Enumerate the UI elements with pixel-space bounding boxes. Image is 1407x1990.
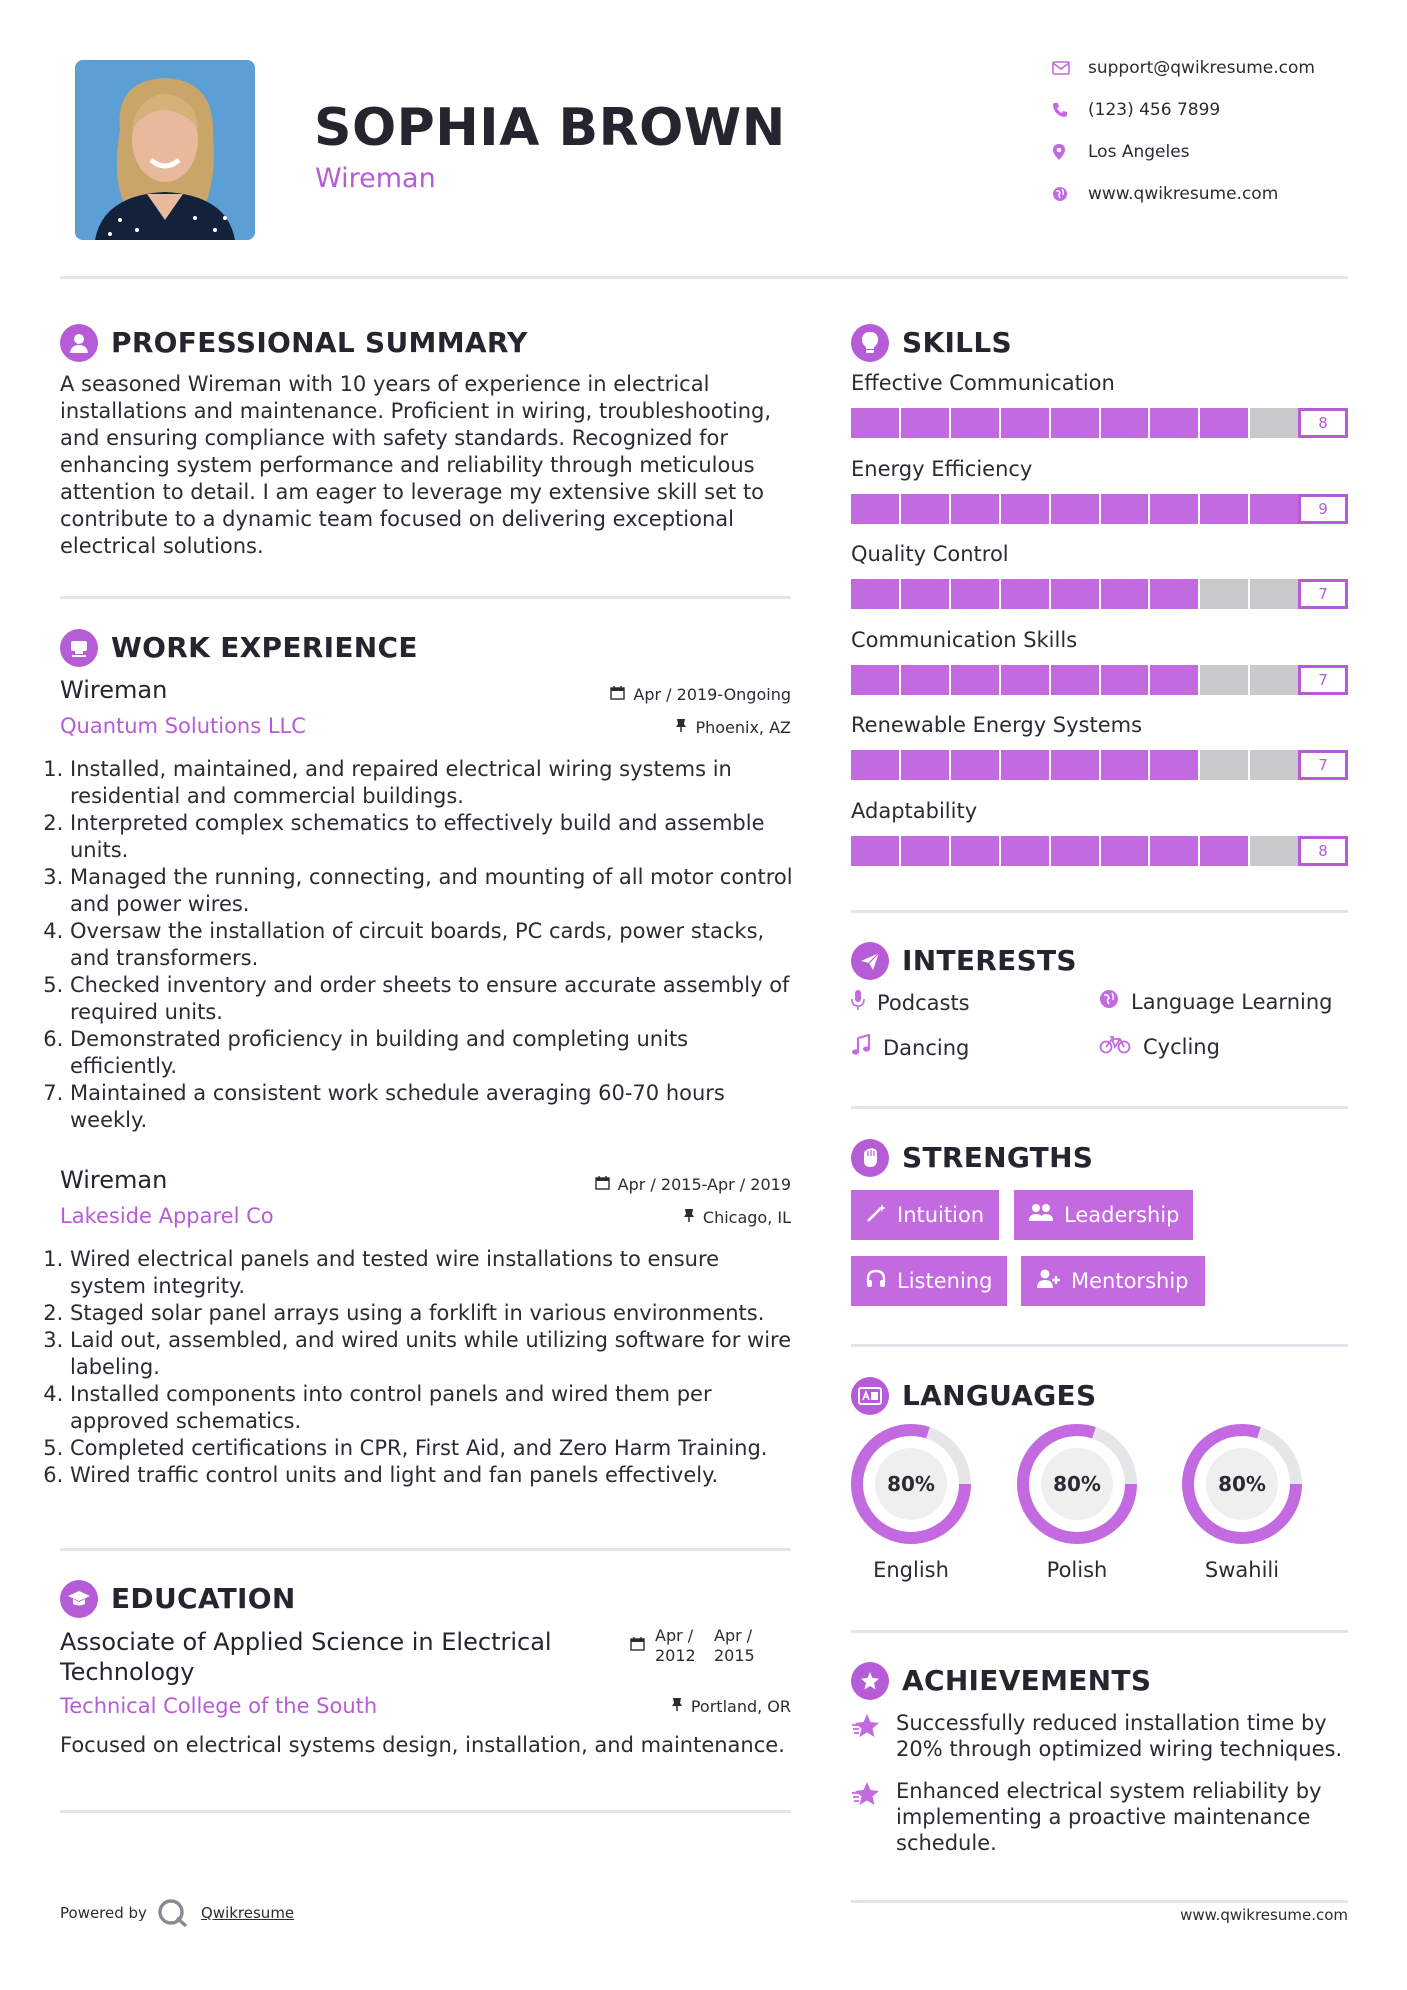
interest-podcasts xyxy=(851,989,970,1016)
job-1-dates-text: Apr / 2019-Ongoing xyxy=(633,685,791,704)
skill-segment-filled xyxy=(1101,408,1149,438)
contact-location xyxy=(1052,142,1190,162)
skill-segment-filled xyxy=(1200,494,1248,524)
interest-language-learning xyxy=(1099,989,1332,1014)
education-end: Apr / 2015 xyxy=(714,1626,755,1665)
list-item: 4. Installed components into control panels and wired them per approved schematics. xyxy=(70,1381,797,1435)
interest-label: Cycling xyxy=(1143,1034,1220,1059)
language-percent: 80% xyxy=(887,1472,935,1496)
achievement-item: Enhanced electrical system reliability by implementing a proactive maintenance schedule. xyxy=(896,1779,1322,1855)
list-item: 1. Wired electrical panels and tested wire installations to ensure system integrity. xyxy=(70,1246,797,1300)
job-1-location xyxy=(500,718,791,737)
skill-segment-filled xyxy=(951,408,999,438)
skill-segment-filled xyxy=(1001,665,1049,695)
contact-email[interactable] xyxy=(1052,58,1315,78)
interests-divider xyxy=(851,1106,1348,1109)
languages-heading: LANGUAGES xyxy=(902,1379,1097,1412)
interest-label: Language Learning xyxy=(1131,989,1333,1014)
skill-segment-filled xyxy=(1001,408,1049,438)
languages-divider xyxy=(851,1630,1348,1633)
user-icon xyxy=(60,324,98,362)
skill-segment-filled xyxy=(1001,836,1049,866)
skill-segment-filled xyxy=(1101,750,1149,780)
skill-segment-empty xyxy=(1250,579,1298,609)
star-badge-icon xyxy=(851,1662,889,1700)
achievement-star-icon xyxy=(851,1712,883,1744)
envelope-icon xyxy=(1052,61,1088,75)
job-2-bullets xyxy=(52,1246,797,1489)
strength-label: Mentorship xyxy=(1071,1269,1189,1293)
pushpin-icon xyxy=(671,1697,683,1716)
achievement-star-icon xyxy=(851,1780,883,1812)
powered-by-label: Powered by xyxy=(60,1904,147,1922)
skill-segment-filled xyxy=(1001,494,1049,524)
education-heading: EDUCATION xyxy=(111,1582,296,1615)
skill-rating-bar xyxy=(851,836,1348,866)
job-2-location xyxy=(500,1208,791,1227)
footer-website-link[interactable]: www.qwikresume.com xyxy=(1180,1906,1348,1924)
job-1-title: Wireman xyxy=(60,676,168,704)
language-icon xyxy=(851,1377,889,1415)
language-donut-chart xyxy=(1182,1424,1302,1544)
language-label: Swahili xyxy=(1204,1558,1280,1582)
job-1-bullets xyxy=(52,756,797,1134)
summary-text: A seasoned Wireman with 10 years of experience in electrical installations and maintenance. Proficient in wiring, troubleshooting, and ensuring compliance with safety standards. Recognized for enhancing system performance and reliability through meticulous attention to detail. I am eager to leverage my extensive skill set to contribute to a dynamic team focused on delivering exceptional electrical solutions. xyxy=(60,372,772,558)
qwikresume-logo-icon xyxy=(157,1898,189,1932)
education-location-text: Portland, OR xyxy=(690,1697,791,1716)
candidate-role: Wireman xyxy=(315,163,436,194)
skill-label: Communication Skills xyxy=(851,628,1078,652)
language-label: Polish xyxy=(1046,1558,1108,1582)
language-donut-chart xyxy=(851,1424,971,1544)
skill-segment-filled xyxy=(1200,408,1248,438)
strength-label: Intuition xyxy=(897,1203,985,1227)
skill-rating-value: 7 xyxy=(1298,750,1348,780)
language-label: English xyxy=(873,1558,949,1582)
language-donut xyxy=(1182,1424,1302,1548)
language-donut xyxy=(1017,1424,1137,1548)
list-item: 5. Completed certifications in CPR, First Aid, and Zero Harm Training. xyxy=(70,1435,797,1462)
skill-segment-empty xyxy=(1200,665,1248,695)
skill-segment-filled xyxy=(901,494,949,524)
skill-segment-filled xyxy=(951,579,999,609)
globe-icon xyxy=(1099,989,1119,1014)
skill-segment-filled xyxy=(1001,579,1049,609)
job-1-dates xyxy=(500,685,791,704)
skill-label: Quality Control xyxy=(851,542,1009,566)
education-location xyxy=(500,1697,791,1716)
pushpin-icon xyxy=(675,718,687,737)
microphone-icon xyxy=(851,989,865,1016)
magic-wand-icon xyxy=(865,1202,887,1229)
skill-segment-filled xyxy=(851,408,899,438)
job-2-location-text: Chicago, IL xyxy=(702,1208,791,1227)
job-1-location-text: Phoenix, AZ xyxy=(695,718,791,737)
skill-segment-filled xyxy=(901,408,949,438)
contact-phone[interactable] xyxy=(1052,100,1220,120)
graduation-cap-icon xyxy=(60,1580,98,1618)
skill-segment-filled xyxy=(1051,494,1099,524)
skill-segment-filled xyxy=(851,750,899,780)
experience-heading: WORK EXPERIENCE xyxy=(111,631,418,664)
lightbulb-icon xyxy=(851,324,889,362)
skill-label: Energy Efficiency xyxy=(851,457,1033,481)
achievements-heading: ACHIEVEMENTS xyxy=(902,1664,1152,1697)
skill-segment-filled xyxy=(1051,408,1099,438)
strength-label: Leadership xyxy=(1064,1203,1180,1227)
users-icon xyxy=(1028,1202,1054,1229)
skill-rating-bar xyxy=(851,408,1348,438)
skill-segment-filled xyxy=(1051,579,1099,609)
skill-segment-empty xyxy=(1200,579,1248,609)
skill-segment-filled xyxy=(901,750,949,780)
skill-label: Adaptability xyxy=(851,799,978,823)
education-school: Technical College of the South xyxy=(60,1694,378,1718)
strength-chip xyxy=(851,1190,999,1240)
skills-divider xyxy=(851,910,1348,913)
contact-location-text: Los Angeles xyxy=(1088,142,1190,162)
skill-segment-filled xyxy=(951,494,999,524)
skill-segment-filled xyxy=(901,665,949,695)
list-item: 2. Staged solar panel arrays using a forklift in various environments. xyxy=(70,1300,797,1327)
list-item: 7. Maintained a consistent work schedule averaging 60-70 hours weekly. xyxy=(70,1080,797,1134)
skill-segment-filled xyxy=(1150,665,1198,695)
skill-segment-filled xyxy=(1150,750,1198,780)
contact-website[interactable] xyxy=(1052,184,1278,204)
strength-chip xyxy=(1021,1256,1205,1306)
skill-segment-filled xyxy=(1051,665,1099,695)
headphones-icon xyxy=(865,1268,887,1295)
list-item: 2. Interpreted complex schematics to effectively build and assemble units. xyxy=(70,810,797,864)
skill-segment-filled xyxy=(851,836,899,866)
skill-segment-filled xyxy=(1051,750,1099,780)
list-item: 5. Checked inventory and order sheets to ensure accurate assembly of required units. xyxy=(70,972,797,1026)
contact-email-text: support@qwikresume.com xyxy=(1088,58,1315,78)
skill-label: Effective Communication xyxy=(851,371,1115,395)
skill-segment-filled xyxy=(951,750,999,780)
skill-segment-filled xyxy=(1101,665,1149,695)
skill-segment-filled xyxy=(851,494,899,524)
skill-segment-filled xyxy=(1200,836,1248,866)
skill-segment-empty xyxy=(1250,665,1298,695)
skill-segment-filled xyxy=(1101,494,1149,524)
education-degree: Associate of Applied Science in Electrical Technology xyxy=(60,1628,552,1686)
skill-segment-filled xyxy=(1051,836,1099,866)
profile-photo xyxy=(75,60,255,240)
skill-segment-filled xyxy=(1001,750,1049,780)
skill-segment-filled xyxy=(1101,579,1149,609)
header-divider xyxy=(60,276,1348,279)
skill-segment-filled xyxy=(951,665,999,695)
language-percent: 80% xyxy=(1053,1472,1101,1496)
interest-cycling xyxy=(1099,1034,1220,1059)
list-item: 1. Installed, maintained, and repaired electrical wiring systems in residential and commercial buildings. xyxy=(70,756,797,810)
job-2-title: Wireman xyxy=(60,1166,168,1194)
interest-dancing xyxy=(851,1034,969,1061)
job-1-company: Quantum Solutions LLC xyxy=(60,714,306,738)
calendar-icon xyxy=(595,1175,610,1194)
job-2-dates-text: Apr / 2015-Apr / 2019 xyxy=(617,1175,791,1194)
skill-segment-filled xyxy=(1101,836,1149,866)
education-description: Focused on electrical systems design, installation, and maintenance. xyxy=(60,1733,785,1757)
strength-chip xyxy=(851,1256,1007,1306)
music-note-icon xyxy=(851,1034,871,1061)
list-item: 6. Wired traffic control units and light and fan panels effectively. xyxy=(70,1462,797,1489)
skill-rating-value: 9 xyxy=(1298,494,1348,524)
interests-heading: INTERESTS xyxy=(902,944,1077,977)
skill-segment-filled xyxy=(851,579,899,609)
interest-label: Podcasts xyxy=(877,990,970,1015)
phone-icon xyxy=(1052,102,1088,118)
achievement-item: Successfully reduced installation time by 20% through optimized wiring techniques. xyxy=(896,1711,1343,1761)
language-percent: 80% xyxy=(1218,1472,1266,1496)
skill-rating-bar xyxy=(851,750,1348,780)
interest-label: Dancing xyxy=(883,1035,970,1060)
skills-heading: SKILLS xyxy=(902,326,1012,359)
calendar-icon xyxy=(610,685,625,704)
experience-divider xyxy=(60,1548,791,1551)
job-2-dates xyxy=(500,1175,791,1194)
language-donut xyxy=(851,1424,971,1548)
contact-phone-text: (123) 456 7899 xyxy=(1088,100,1221,120)
education-divider xyxy=(60,1810,791,1813)
bicycle-icon xyxy=(1099,1034,1131,1059)
skill-segment-filled xyxy=(1150,579,1198,609)
summary-heading: PROFESSIONAL SUMMARY xyxy=(111,326,528,359)
skill-segment-filled xyxy=(1250,494,1298,524)
skill-segment-filled xyxy=(951,836,999,866)
skill-rating-value: 7 xyxy=(1298,665,1348,695)
language-donut-chart xyxy=(1017,1424,1137,1544)
fist-icon xyxy=(851,1139,889,1177)
skill-rating-value: 8 xyxy=(1298,836,1348,866)
skill-segment-filled xyxy=(901,579,949,609)
location-pin-icon xyxy=(1052,143,1088,161)
strengths-divider xyxy=(851,1344,1348,1347)
pushpin-icon xyxy=(683,1208,695,1227)
contact-website-text: www.qwikresume.com xyxy=(1088,184,1279,204)
skill-segment-filled xyxy=(1150,408,1198,438)
achievements-divider xyxy=(851,1900,1348,1903)
skill-rating-bar xyxy=(851,494,1348,524)
globe-icon xyxy=(1052,186,1088,202)
skill-segment-empty xyxy=(1250,750,1298,780)
briefcase-icon xyxy=(60,629,98,667)
skill-segment-filled xyxy=(851,665,899,695)
skill-segment-filled xyxy=(1150,494,1198,524)
skill-rating-value: 8 xyxy=(1298,408,1348,438)
skill-segment-empty xyxy=(1250,836,1298,866)
qwikresume-link[interactable]: Qwikresume xyxy=(201,1904,295,1922)
skill-label: Renewable Energy Systems xyxy=(851,713,1143,737)
summary-divider xyxy=(60,596,791,599)
candidate-name: SOPHIA BROWN xyxy=(314,98,786,158)
skill-segment-filled xyxy=(1150,836,1198,866)
education-start: Apr / 2012 xyxy=(655,1626,696,1665)
skill-rating-bar xyxy=(851,665,1348,695)
skill-rating-bar xyxy=(851,579,1348,609)
list-item: 3. Managed the running, connecting, and mounting of all motor control and power wires. xyxy=(70,864,797,918)
list-item: 3. Laid out, assembled, and wired units while utilizing software for wire labeling. xyxy=(70,1327,797,1381)
strengths-heading: STRENGTHS xyxy=(902,1141,1094,1174)
job-2-company: Lakeside Apparel Co xyxy=(60,1204,274,1228)
user-plus-icon xyxy=(1035,1268,1061,1295)
strength-chip xyxy=(1014,1190,1193,1240)
skill-segment-empty xyxy=(1200,750,1248,780)
strength-label: Listening xyxy=(897,1269,993,1293)
skill-rating-value: 7 xyxy=(1298,579,1348,609)
skill-segment-filled xyxy=(901,836,949,866)
skill-segment-empty xyxy=(1250,408,1298,438)
paper-plane-icon xyxy=(851,942,889,980)
list-item: 4. Oversaw the installation of circuit boards, PC cards, power stacks, and transformers. xyxy=(70,918,797,972)
list-item: 6. Demonstrated proficiency in building and completing units efficiently. xyxy=(70,1026,797,1080)
calendar-icon xyxy=(630,1628,650,1655)
